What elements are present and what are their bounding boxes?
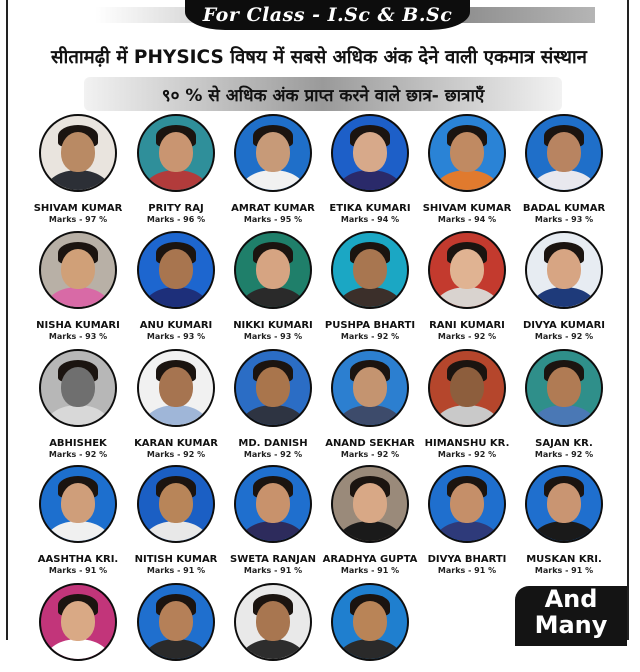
student-photo: [234, 583, 312, 661]
student-photo: [137, 231, 215, 309]
student-name: PRITY RAJ: [148, 203, 204, 214]
student-card: [223, 114, 323, 224]
student-marks: Marks - 92 %: [340, 332, 400, 341]
student-photo: [525, 231, 603, 309]
student-card: [126, 114, 226, 224]
student-marks: Marks - 92 %: [340, 450, 400, 459]
student-card: [514, 114, 614, 224]
student-marks: Marks - 92 %: [437, 450, 497, 459]
student-card: [417, 114, 517, 224]
student-photo: [137, 114, 215, 192]
student-marks: Marks - 93 %: [534, 215, 594, 224]
student-photo: [234, 231, 312, 309]
student-marks: Marks - 91 %: [534, 566, 594, 575]
student-marks: Marks - 92 %: [243, 450, 303, 459]
student-marks: Marks - 93 %: [48, 332, 108, 341]
student-card: [223, 465, 323, 575]
student-marks: Marks - 96 %: [146, 215, 206, 224]
student-card: [320, 465, 420, 575]
student-name: PUSHPA BHARTI: [324, 320, 416, 331]
student-card: [417, 465, 517, 575]
student-photo: [137, 583, 215, 661]
student-name: ETIKA KUMARI: [329, 203, 411, 214]
class-label: For Class - I.Sc & B.Sc: [202, 4, 453, 26]
student-card: [514, 349, 614, 459]
student-card: [223, 583, 323, 672]
student-card: [28, 583, 128, 672]
student-photo: [39, 583, 117, 661]
student-marks: Marks - 95 %: [243, 215, 303, 224]
student-card: [320, 583, 420, 672]
student-photo: [428, 114, 506, 192]
student-name: MUSKAN KRI.: [526, 554, 602, 565]
badge-line-2: Many: [534, 611, 608, 639]
student-name: AASHTHA KRI.: [37, 554, 119, 565]
student-name: BADAL KUMAR: [522, 203, 606, 214]
student-marks: Marks - 94 %: [437, 215, 497, 224]
student-card: [28, 465, 128, 575]
student-marks: Marks - 93 %: [243, 332, 303, 341]
student-photo: [39, 349, 117, 427]
student-photo: [234, 465, 312, 543]
student-photo: [331, 231, 409, 309]
student-card: [320, 231, 420, 341]
student-photo: [39, 114, 117, 192]
student-marks: Marks - 92 %: [534, 332, 594, 341]
student-photo: [428, 231, 506, 309]
student-name: ANAND SEKHAR: [325, 438, 415, 449]
student-name: AMRAT KUMAR: [231, 203, 315, 214]
and-many-badge: [515, 586, 627, 646]
student-photo: [137, 349, 215, 427]
student-photo: [428, 349, 506, 427]
headline: सीतामढ़ी में PHYSICS विषय में सबसे अधिक अंक देने वाली एकमात्र संस्थान: [51, 47, 587, 68]
student-card: [417, 231, 517, 341]
student-card: [126, 231, 226, 341]
student-photo: [234, 349, 312, 427]
student-card: [223, 349, 323, 459]
student-name: KARAN KUMAR: [134, 438, 218, 449]
student-name: NITISH KUMAR: [134, 554, 218, 565]
student-card: [514, 465, 614, 575]
student-photo: [331, 465, 409, 543]
student-card: [28, 114, 128, 224]
student-name: HIMANSHU KR.: [424, 438, 510, 449]
student-name: NIKKI KUMARI: [233, 320, 313, 331]
badge-line-1: And: [544, 585, 598, 613]
student-marks: Marks - 94 %: [340, 215, 400, 224]
subhead: ९० % से अधिक अंक प्राप्त करने वाले छात्र- छात्राएँ: [161, 85, 485, 106]
student-photo: [331, 349, 409, 427]
student-name: MD. DANISH: [238, 438, 308, 449]
student-name: ANU KUMARI: [139, 320, 213, 331]
student-card: [28, 349, 128, 459]
student-marks: Marks - 91 %: [437, 566, 497, 575]
student-marks: Marks - 92 %: [534, 450, 594, 459]
student-name: SAJAN KR.: [535, 438, 593, 449]
student-name: SWETA RANJAN: [230, 554, 316, 565]
student-photo: [525, 349, 603, 427]
student-name: NISHA KUMARI: [36, 320, 120, 331]
student-photo: [39, 465, 117, 543]
student-card: [320, 114, 420, 224]
student-marks: Marks - 92 %: [48, 450, 108, 459]
student-card: [223, 231, 323, 341]
student-name: SHIVAM KUMAR: [33, 203, 123, 214]
student-card: [514, 231, 614, 341]
student-name: DIVYA BHARTI: [427, 554, 507, 565]
student-marks: Marks - 91 %: [48, 566, 108, 575]
student-photo: [525, 465, 603, 543]
student-card: [417, 349, 517, 459]
student-name: SHIVAM KUMAR: [422, 203, 512, 214]
student-marks: Marks - 92 %: [146, 450, 206, 459]
student-name: ABHISHEK: [49, 438, 107, 449]
student-marks: Marks - 92 %: [437, 332, 497, 341]
student-card: [28, 231, 128, 341]
student-card: [126, 465, 226, 575]
student-marks: Marks - 91 %: [340, 566, 400, 575]
student-card: [126, 583, 226, 672]
student-photo: [525, 114, 603, 192]
student-marks: Marks - 91 %: [243, 566, 303, 575]
student-photo: [234, 114, 312, 192]
student-photo: [137, 465, 215, 543]
student-card: [320, 349, 420, 459]
student-name: ARADHYA GUPTA: [322, 554, 418, 565]
student-name: RANI KUMARI: [429, 320, 505, 331]
student-photo: [428, 465, 506, 543]
student-marks: Marks - 93 %: [146, 332, 206, 341]
student-card: [126, 349, 226, 459]
student-name: DIVYA KUMARI: [522, 320, 606, 331]
student-marks: Marks - 91 %: [146, 566, 206, 575]
student-photo: [39, 231, 117, 309]
student-photo: [331, 583, 409, 661]
student-photo: [331, 114, 409, 192]
student-marks: Marks - 97 %: [48, 215, 108, 224]
